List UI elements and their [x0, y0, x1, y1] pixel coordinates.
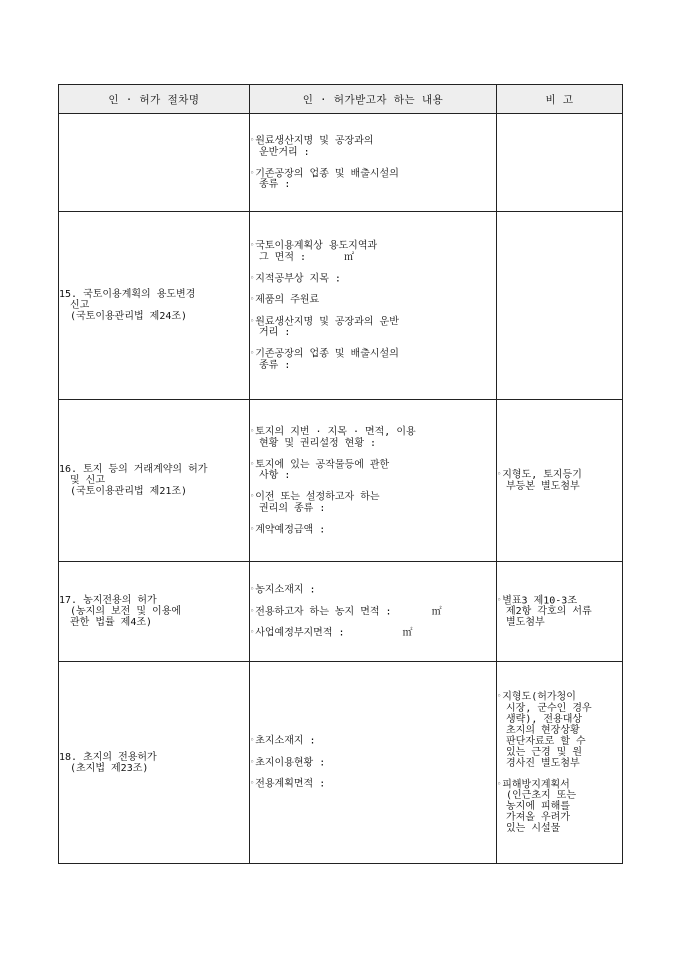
table-row [59, 212, 623, 400]
procedure-cell: 16. 토지 등의 거래계약의 허가 및 신고 (국토이용관리법 제21조) [59, 400, 250, 562]
content-item: ◦전용계획면적 : [250, 778, 326, 790]
remarks-item: ◦지형도(허가청이 시장, 군수인 경우 생략), 전용대상 초지의 현장상황 판단자료로 할 수 있는 근경 및 원 경사진 별도첨부 [497, 691, 592, 769]
content-item: ◦원료생산지명 및 공장과의 운반 거리 : [250, 316, 399, 339]
procedure-law: (국토이용관리법 제24조) [70, 311, 188, 322]
content-item: ◦사업예정부지면적 : ㎡ [250, 627, 413, 639]
procedure-title: 17. 농지전용의 허가 [59, 595, 157, 606]
unit-label: ㎡ [402, 627, 413, 639]
content-item: ◦기존공장의 업종 및 배출시설의 종류 : [250, 168, 399, 190]
procedure-law: (초지법 제23조) [70, 762, 149, 774]
procedure-cell: 15. 국토이용계획의 용도변경 신고 (국토이용관리법 제24조) [59, 212, 250, 400]
content-cell [250, 562, 497, 662]
content-item: ◦지적공부상 지목 : [250, 273, 341, 285]
table-row [59, 114, 623, 212]
procedure-title: 16. 토지 등의 거래계약의 허가 [59, 464, 208, 475]
header-requested-content: 인 · 허가받고자 하는 내용 [250, 85, 497, 114]
procedure-cell: 17. 농지전용의 허가 (농지의 보전 및 이용에 관한 법률 제4조) [59, 562, 250, 662]
procedure-title: 15. 국토이용계획의 용도변경 [59, 289, 196, 300]
unit-label: ㎡ [431, 606, 442, 618]
unit-label: ㎡ [344, 251, 355, 263]
permit-table [58, 84, 623, 864]
bullet-icon: ◦ [250, 168, 255, 177]
content-item: ◦초지소재지 : [250, 735, 316, 747]
remarks-cell [497, 114, 623, 212]
procedure-title: 18. 초지의 전용허가 [59, 751, 157, 763]
content-cell [250, 212, 497, 400]
content-item: ◦제품의 주원료 [250, 294, 320, 306]
table-row [59, 662, 623, 864]
content-item: ◦이전 또는 설정하고자 하는 권리의 종류 : [250, 491, 380, 514]
content-item: ◦토지에 있는 공작물등에 관한 사항 : [250, 459, 390, 481]
content-item: ◦계약예정금액 : [250, 524, 326, 535]
content-cell [250, 662, 497, 864]
remarks-cell [497, 562, 623, 662]
content-item: ◦초지이용현황 : [250, 757, 326, 769]
table-row [59, 400, 623, 562]
content-item: ◦농지소재지 : [250, 584, 316, 596]
header-remarks: 비 고 [497, 85, 623, 114]
table-header-row [59, 85, 623, 114]
remarks-cell [497, 212, 623, 400]
table-row [59, 562, 623, 662]
content-item: ◦토지의 지번 · 지목 · 면적, 이용 현황 및 권리설정 현황 : [250, 426, 416, 449]
procedure-cell [59, 114, 250, 212]
content-cell [250, 400, 497, 562]
remarks-cell [497, 400, 623, 562]
content-item: ◦전용하고자 하는 농지 면적 : ㎡ [250, 606, 442, 618]
header-procedure-name: 인 · 허가 절차명 [59, 85, 250, 114]
bullet-icon: ◦ [250, 136, 255, 144]
content-cell [250, 114, 497, 212]
procedure-cell [59, 662, 250, 864]
content-item: ◦원료생산지명 및 공장과의 운반거리 : [250, 135, 374, 158]
remarks-item: ◦별표3 제10-3조 제2항 각호의 서류 별도첨부 [497, 595, 592, 629]
remarks-cell [497, 662, 623, 864]
remarks-item: ◦피해방지계획서 (인근초지 또는 농지에 피해를 가져올 우려가 있는 시설물 [497, 779, 577, 834]
content-item: ◦기존공장의 업종 및 배출시설의 종류 : [250, 348, 399, 371]
procedure-law: 관한 법률 제4조) [70, 617, 153, 628]
procedure-law: (국토이용관리법 제21조) [70, 486, 188, 497]
content-item: ◦국토이용계획상 용도지역과 그 면적 : ㎡ [250, 240, 378, 263]
remarks-item: ◦지형도, 토지등기 부등본 별도첨부 [497, 469, 582, 492]
